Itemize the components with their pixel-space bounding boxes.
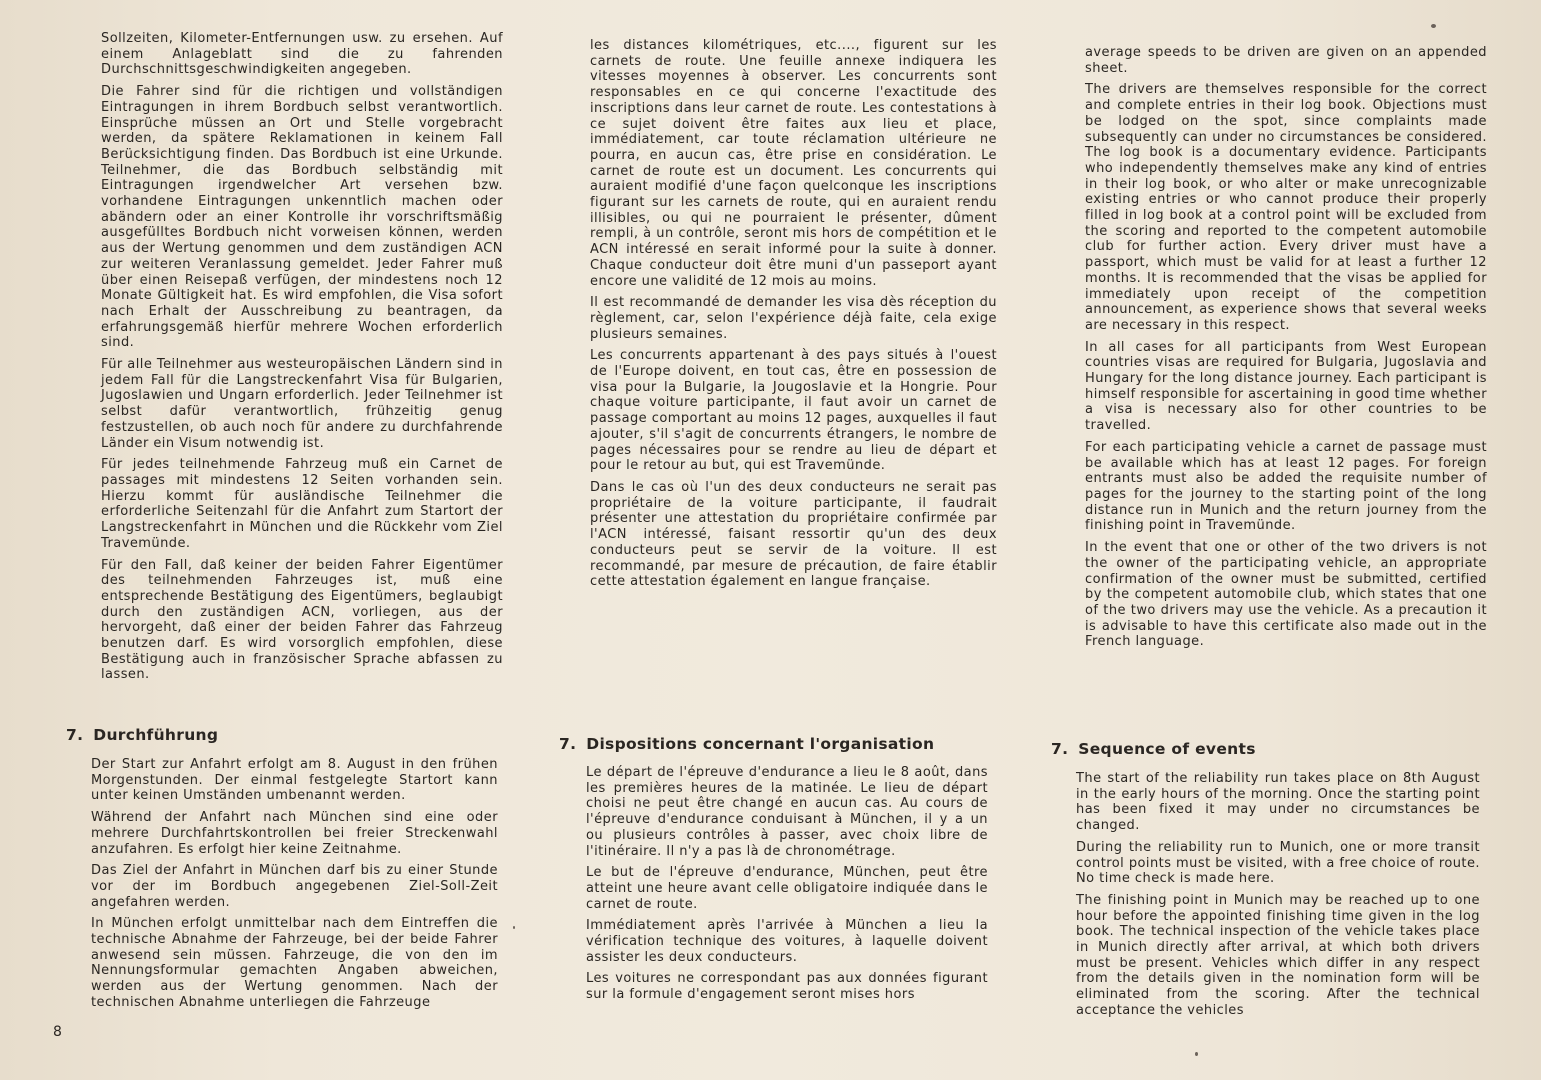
paper-speck: [513, 926, 515, 929]
german-paragraph: Für den Fall, daß keiner der beiden Fahrer Eigentümer des teilnehmenden Fahrzeuges ist, muß eine entsprechende Bestätigung des Eigentümers, beglaubigt durch den zuständigen ACN, vorliegen, aus der hervorgeht, daß einer der beiden Fahrer das Fahrzeug benutzen darf. Es wird vorsorglich empfohlen, diese Bestätigung auch in französischer Sprache abfassen zu lassen.: [101, 557, 503, 683]
french-paragraph: Immédiatement après l'arrivée à München a lieu la vérification technique des voitures, à laquelle doivent assister les deux conducteurs.: [586, 918, 988, 965]
paper-speck: [1195, 1052, 1198, 1056]
english-section-title: Sequence of events: [1078, 740, 1256, 758]
german-paragraph: In München erfolgt unmittelbar nach dem Eintreffen die technische Abnahme der Fahrzeuge, bei der beide Fahrer anwesend sein müssen. Fahrzeuge, die von den im Nennungsformular gemachten Angaben abweichen, werden aus der Wertung genommen. Nach der technischen Abnahme unterliegen die Fahrzeuge: [91, 916, 498, 1010]
german-paragraph: Für jedes teilnehmende Fahrzeug muß ein Carnet de passages mit mindestens 12 Seiten vorhanden sein. Hierzu kommt für ausländische Teilnehmer die erforderliche Seitenzahl für die Anfahrt zum Startort der Langstreckenfahrt in München und die Rückkehr vom Ziel Travemünde.: [101, 457, 503, 551]
german-column-top: [101, 31, 503, 689]
english-section-number: 7.: [1051, 740, 1069, 758]
english-paragraph: average speeds to be driven are given on an appended sheet.: [1085, 45, 1487, 76]
german-paragraph: Für alle Teilnehmer aus westeuropäischen Ländern sind in jedem Fall für die Langstreckenfahrt Visa für Bulgarien, Jugoslawien und Ungarn erforderlich. Jeder Teilnehmer ist selbst dafür verantwortlich, frühzeitig genug festzustellen, ob auch noch für andere zu durchfahrende Länder ein Visum notwendig ist.: [101, 357, 503, 451]
paper-speck: [1431, 24, 1436, 28]
english-paragraph: For each participating vehicle a carnet de passage must be available which has at least 12 pages. For foreign entrants must also be added the requisite number of pages for the journey to the starting point of the long distance run in Munich and the return journey from the finishing point in Travemünde.: [1085, 439, 1487, 534]
english-paragraph: The start of the reliability run takes place on 8th August in the early hours of the morning. Once the starting point has been fixed it may under no circumstances be changed.: [1076, 771, 1480, 834]
german-column-bottom: [91, 757, 498, 1017]
german-paragraph: Die Fahrer sind für die richtigen und vollständigen Eintragungen in ihrem Bordbuch selbst verantwortlich. Einsprüche müssen an Ort und Stelle vorgebracht werden, da spätere Reklamationen in keinem Fall Berücksichtigung finden. Das Bordbuch ist eine Urkunde. Teilnehmer, die das Bordbuch selbständig mit Eintragungen irgendwelcher Art versehen bzw. vorhandene Eintragungen unkenntlich machen oder abändern oder an einer Kontrolle ihr vorschriftsmäßig ausgefülltes Bordbuch nicht vorweisen können, werden aus der Wertung genommen und dem zuständigen ACN zur weiteren Veranlassung gemeldet. Jeder Fahrer muß über einen Reisepaß verfügen, der mindestens noch 12 Monate Gültigkeit hat. Es wird empfohlen, die Visa sofort nach Erhalt der Ausschreibung zu beantragen, da erfahrungsgemäß hierfür mehrere Wochen erforderlich sind.: [101, 84, 503, 351]
english-column-bottom: [1076, 771, 1480, 1025]
french-paragraph: Le départ de l'épreuve d'endurance a lieu le 8 août, dans les premières heures de la matinée. Le lieu de départ choisi ne peut être changé en aucun cas. Au cours de l'épreuve d'endurance conduisant à München, il y a un ou plusieurs contrôles à passer, avec choix libre de l'itinéraire. Il n'y a pas là de chronométrage.: [586, 765, 988, 859]
french-paragraph: Il est recommandé de demander les visa dès réception du règlement, car, selon l'expérience déjà faite, cela exige plusieurs semaines.: [590, 295, 997, 342]
english-paragraph: In the event that one or other of the two drivers is not the owner of the participating vehicle, an appropriate confirmation of the owner must be submitted, certified by the competent automobile club, which states that one of the two drivers may use the vehicle. As a precaution it is advisable to have this certificate also made out in the French language.: [1085, 540, 1487, 650]
french-paragraph: Les voitures ne correspondant pas aux données figurant sur la formule d'engagement seront mises hors: [586, 971, 988, 1003]
french-section-title: Dispositions concernant l'organisation: [586, 735, 935, 753]
german-paragraph: Während der Anfahrt nach München sind eine oder mehrere Durchfahrtskontrollen bei freier Streckenwahl anzufahren. Es erfolgt hier keine Zeitnahme.: [91, 810, 498, 857]
french-column-bottom: [586, 765, 988, 1009]
french-paragraph: les distances kilométriques, etc...., figurent sur les carnets de route. Une feuille annexe indiquera les vitesses moyennes à observer. Les concurrents sont responsables en ce qui concerne l'exactitude des inscriptions dans leur carnet de route. Les contestations à ce sujet doivent être faites aux lieu et place, immédiatement, car toute réclamation ultérieure ne pourra, en aucun cas, être prise en considération. Le carnet de route est un document. Les concurrents qui auraient modifié d'une façon quelconque les inscriptions figurant sur les carnets de route, qui en auraient rendu illisibles, ou qui ne pourraient le présenter, dûment rempli, à un contrôle, seront mis hors de compétition et le ACN intéressé en serait informé pour la suite à donner. Chaque conducteur doit être muni d'un passeport ayant encore une validité de 12 mois au moins.: [590, 38, 997, 289]
french-paragraph: Les concurrents appartenant à des pays situés à l'ouest de l'Europe doivent, en tout cas, être en possession de visa pour la Bulgarie, la Jougoslavie et la Hongrie. Pour chaque voiture participante, il faut avoir un carnet de passage comportant au moins 12 pages, auxquelles il faut ajouter, s'il s'agit de concurrents étrangers, le nombre de pages nécessaires pour se rendre au lieu de départ et pour le retour au but, qui est Travemünde.: [590, 348, 997, 474]
english-paragraph: The drivers are themselves responsible for the correct and complete entries in their log book. Objections must be lodged on the spot, since complaints made subsequently can under no circumstances be considered. The log book is a documentary evidence. Participants who independently themselves make any kind of entries in their log book, or who alter or make unrecognizable existing entries or who cannot produce their properly filled in log book at a control point will be excluded from the scoring and reported to the competent automobile club for further action. Every driver must have a passport, which must be valid for at least a further 12 months. It is recommended that the visas be applied for immediately upon receipt of the competition announcement, as experience shows that several weeks are necessary in this respect.: [1085, 82, 1487, 333]
german-paragraph: Das Ziel der Anfahrt in München darf bis zu einer Stunde vor der im Bordbuch angegebenen Ziel-Soll-Zeit angefahren werden.: [91, 863, 498, 910]
french-section-heading: [559, 735, 934, 753]
german-section-title: Durchführung: [93, 726, 219, 744]
english-paragraph: In all cases for all participants from West European countries visas are required for Bulgaria, Jugoslavia and Hungary for the long distance journey. Each participant is himself responsible for ascertaining in good time whether a visa is necessary also for other countries to be travelled.: [1085, 339, 1487, 434]
english-paragraph: The finishing point in Munich may be reached up to one hour before the appointed finishing time given in the log book. The technical inspection of the vehicle takes place in Munich directly after arrival, at which both drivers must be present. Vehicles which differ in any respect from the details given in the nomination form will be eliminated from the scoring. After the technical acceptance the vehicles: [1076, 892, 1480, 1018]
german-paragraph: Sollzeiten, Kilometer-Entfernungen usw. zu ersehen. Auf einem Anlageblatt sind die zu fahrenden Durchschnittsgeschwindigkeiten angegeben.: [101, 31, 503, 78]
german-paragraph: Der Start zur Anfahrt erfolgt am 8. August in den frühen Morgenstunden. Der einmal festgelegte Startort kann unter keinen Umständen umbenannt werden.: [91, 757, 498, 804]
french-paragraph: Le but de l'épreuve d'endurance, München, peut être atteint une heure avant celle obligatoire indiquée dans le carnet de route.: [586, 865, 988, 912]
french-column-top: [590, 38, 997, 596]
english-section-heading: [1051, 740, 1256, 758]
french-section-number: 7.: [559, 735, 577, 753]
page-number: 8: [53, 1024, 62, 1040]
english-paragraph: During the reliability run to Munich, one or more transit control points must be visited, with a free choice of route. No time check is made here.: [1076, 839, 1480, 887]
english-column-top: [1085, 45, 1487, 656]
german-section-heading: [66, 726, 218, 744]
french-paragraph: Dans le cas où l'un des deux conducteurs ne serait pas propriétaire de la voiture participante, il faudrait présenter une attestation du propriétaire confirmée par l'ACN intéressé, faisant ressortir qu'un des deux conducteurs peut se servir de la voiture. Il est recommandé, par mesure de précaution, de faire établir cette attestation également en langue française.: [590, 479, 997, 590]
german-section-number: 7.: [66, 726, 84, 744]
